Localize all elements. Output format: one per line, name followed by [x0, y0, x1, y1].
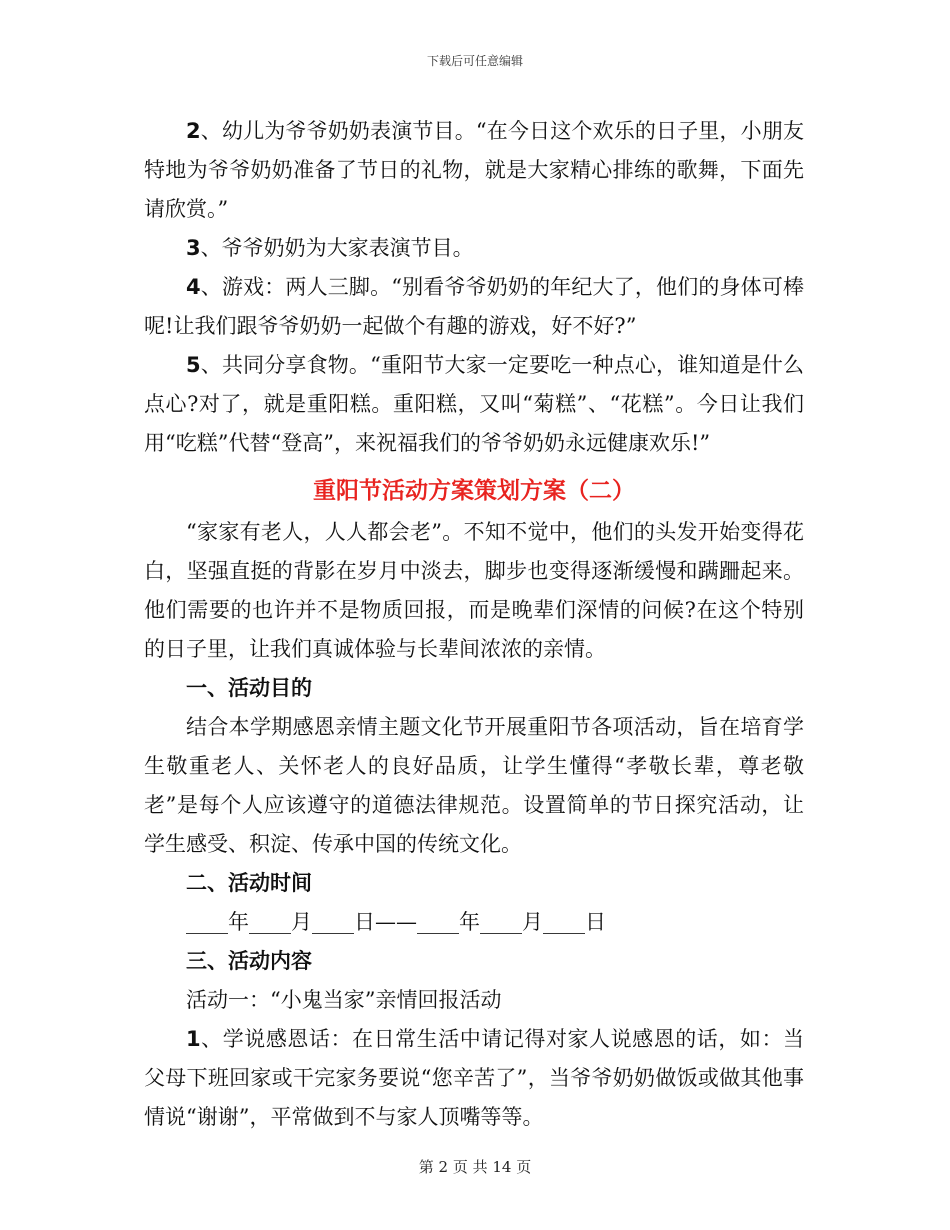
- list-item-3: [144, 229, 804, 268]
- activity-one-item-1: [144, 1020, 804, 1137]
- page-footer: 第 2 页 共 14 页: [418, 1158, 532, 1176]
- item-text: 、游戏：两人三脚。“别看爷爷奶奶的年纪大了，他们的身体可棒呢!让我们跟爷爷奶奶一起做个有趣的游戏，好不好?”: [144, 275, 804, 338]
- list-item-5: [144, 346, 804, 463]
- content-heading: 三、活动内容: [186, 949, 312, 973]
- time-line: ____年____月____日——____年____月____日: [186, 910, 606, 934]
- time-heading: 二、活动时间: [186, 871, 312, 895]
- item-text: 、幼儿为爷爷奶奶表演节目。“在今日这个欢乐的日子里，小朋友特地为爷爷奶奶准备了节日的礼物，就是大家精心排练的歌舞，下面先请欣赏。”: [144, 119, 804, 221]
- intro-paragraph: “家家有老人，人人都会老”。不知不觉中，他们的头发开始变得花白，坚强直挺的背影在岁月中淡去，脚步也变得逐渐缓慢和蹒跚起来。他们需要的也许并不是物质回报，而是晚辈们深情的问候?在这个特别的日子里，让我们真诚体验与长辈间浓浓的亲情。: [144, 520, 804, 661]
- item-text: 、爷爷奶奶为大家表演节目。: [200, 236, 474, 260]
- activity-one-title: 活动一：“小鬼当家”亲情回报活动: [186, 988, 502, 1012]
- item-number: 1: [186, 1027, 201, 1051]
- list-item-4: [144, 268, 804, 346]
- goal-heading: 一、活动目的: [186, 676, 312, 700]
- item-text: 、学说感恩话：在日常生活中请记得对家人说感恩的话，如：当父母下班回家或干完家务要说“您辛苦了”，当爷爷奶奶做饭或做其他事情说“谢谢”，平常做到不与家人顶嘴等等。: [144, 1027, 804, 1129]
- item-number: 4: [186, 275, 201, 299]
- item-text: 、共同分享食物。“重阳节大家一定要吃一种点心，谁知道是什么点心?对了，就是重阳糕。重阳糕，又叫“菊糕”、“花糕”。今日让我们用“吃糕”代替“登高”，来祝福我们的爷爷奶奶永远健康欢乐!”: [144, 353, 804, 455]
- item-number: 2: [186, 119, 201, 143]
- page-header-note: 下载后可任意编辑: [426, 54, 523, 68]
- item-number: 3: [186, 236, 201, 260]
- item-number: 5: [186, 353, 201, 377]
- goal-paragraph: 结合本学期感恩亲情主题文化节开展重阳节各项活动，旨在培育学生敬重老人、关怀老人的良好品质，让学生懂得“孝敬长辈，尊老敬老”是每个人应该遵守的道德法律规范。设置简单的节日探究活动，让学生感受、积淀、传承中国的传统文化。: [144, 715, 804, 856]
- document-body: [144, 112, 804, 1137]
- list-item-2: [144, 112, 804, 229]
- section-title: 重阳节活动方案策划方案（二）: [313, 478, 635, 504]
